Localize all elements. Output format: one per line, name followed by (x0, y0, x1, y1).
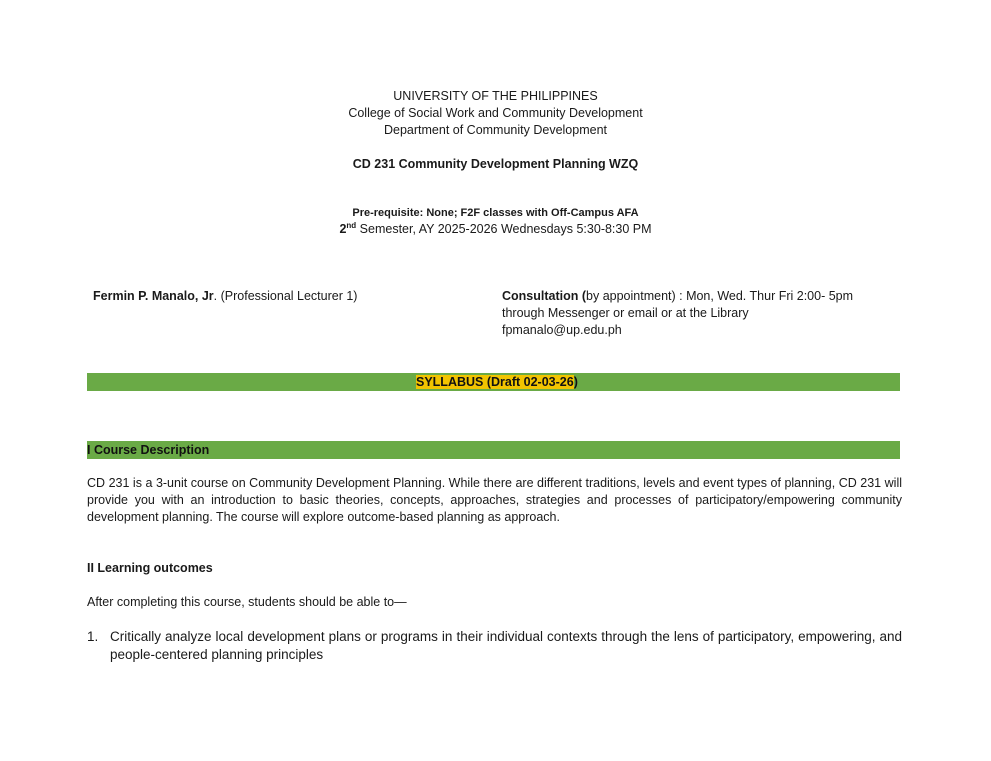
course-description-text: CD 231 is a 3-unit course on Community Development Planning. While there are different traditions, levels and event types of planning, CD 231 will provide you with an introduction to basic theories, concepts, approaches, strategies and processes of participatory/empowering community development planning. The course will explore outcome-based planning as approach. (87, 476, 902, 524)
prerequisite: Pre-requisite: None; F2F classes with Off-Campus AFA (352, 207, 639, 219)
learning-outcomes-intro: After completing this course, students should be able to— (87, 595, 407, 609)
list-item (87, 628, 902, 664)
instructor-name: Fermin P. Manalo, Jr (93, 289, 214, 303)
semester-suffix: nd (346, 221, 357, 230)
semester-rest: Semester, AY 2025-2026 Wednesdays 5:30-8:30 PM (356, 222, 652, 236)
university-name: UNIVERSITY OF THE PHILIPPINES (393, 89, 598, 103)
consultation-label: Consultation ( (502, 289, 587, 303)
instructor-rank: (Professional Lecturer 1) (220, 289, 358, 303)
instructor (93, 288, 357, 305)
course-description-heading: I Course Description (87, 443, 210, 457)
semester-number: 2 (339, 222, 347, 236)
semester-schedule (0, 221, 991, 238)
department-name: Department of Community Development (383, 123, 607, 137)
course-title: CD 231 Community Development Planning WZQ (352, 157, 639, 171)
syllabus-label-close: ) (573, 375, 578, 389)
consultation-line2: through Messenger or email or at the Library (502, 306, 749, 320)
consultation-line1 (502, 288, 853, 305)
syllabus-label: SYLLABUS (Draft 02-03-26 (416, 375, 574, 389)
syllabus-title (416, 373, 578, 391)
list-item-number: 1. (87, 629, 99, 644)
college-name: College of Social Work and Community Development (348, 106, 643, 120)
list-item-text: Critically analyze local development plans or programs in their individual contexts through the lens of participatory, empowering, and people-centered planning principles (110, 629, 902, 662)
instructor-name-dot: . (213, 289, 221, 303)
consultation-detail: by appointment) : Mon, Wed. Thur Fri 2:00- 5pm (586, 289, 854, 303)
learning-outcomes-heading: II Learning outcomes (87, 561, 213, 575)
consultation-email: fpmanalo@up.edu.ph (502, 323, 622, 337)
